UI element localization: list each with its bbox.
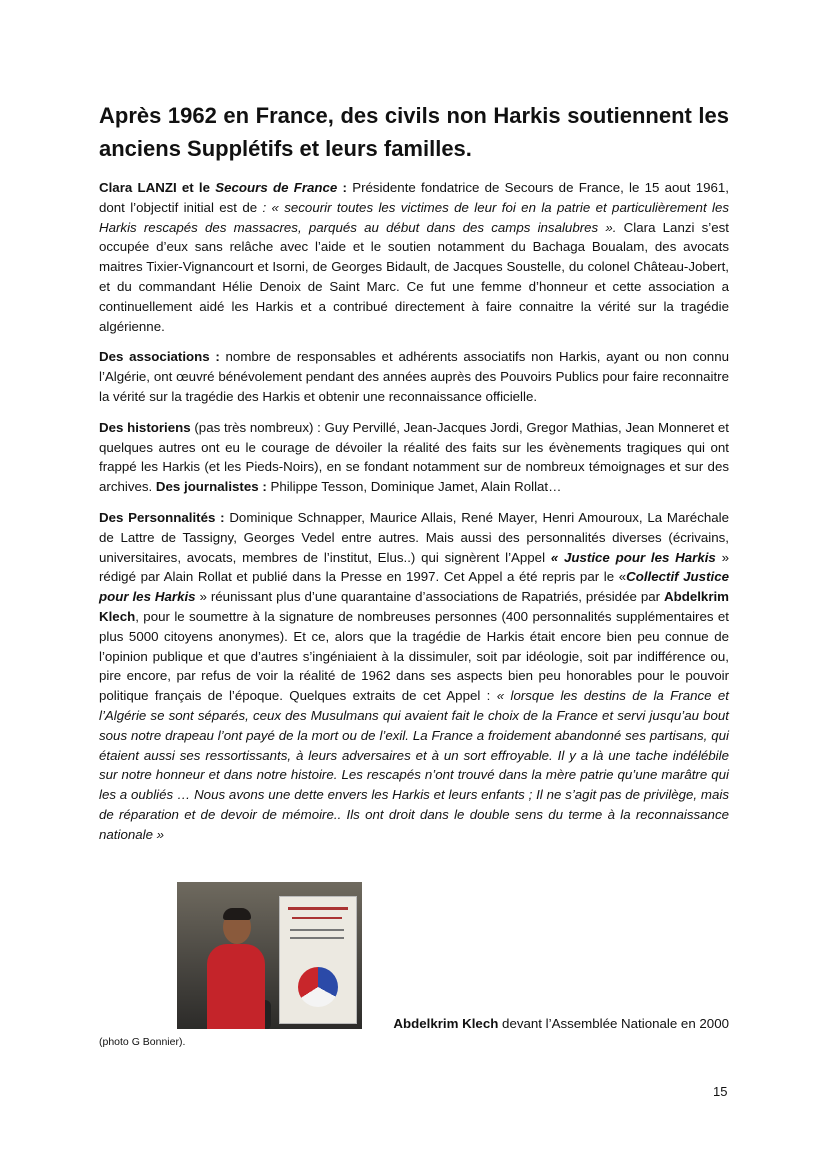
paragraph-text: Dominique Schnapper, Maurice Allais, René Mayer, Henri Amouroux, La Maréchale de Lattre de Tassigny, Georges Vedel entre autres. Mais aussi des personnalités diverses (écrivains, universitaires, avocats, membres de l’institut, Elus..) qui signèrent l’Appel bbox=[99, 509, 729, 565]
sign-emblem bbox=[298, 967, 338, 1007]
photo-credit: (photo G Bonnier). bbox=[99, 1036, 186, 1048]
paragraph-text: » rédigé par Alain Rollat et publié dans la Presse en 1997. Cet Appel a été repris par le « bbox=[99, 549, 729, 585]
caption-text: devant l’Assemblée Nationale en 2000 bbox=[498, 1016, 729, 1031]
objective-quote: : « secourir toutes les victimes de leur foi en la patrie et particulièrement les Harkis rescapés des massacres, parqués au début dans des camps insalubres ». bbox=[99, 199, 729, 235]
lead-historiens: Des historiens bbox=[99, 419, 191, 435]
appel-quote: « lorsque les destins de la France et l’Algérie se sont séparés, ceux des Musulmans qui avaient fait le choix de la France et servi jusqu’au bout sous notre drapeau l’ont payé de la mort ou de l’exil. La France a froidement abandonné ses partisans, qui étaient aussi ses ressortissants, à leurs adversaires et à un sort effroyable. Il y a là une tache indélébile sur notre honneur et dans notre histoire. Les rescapés n’ont trouvé dans la mère patrie qu’une marâtre qui les a oubliés … Nous avons une dette envers les Harkis et leurs enfants ; Il ne s’agit pas de privilège, mais de réparation et de devoir de mémoire.. Ils ont droit dans le double sens du terme à la reconnaissance nationale » bbox=[99, 688, 729, 842]
page-title: Après 1962 en France, des civils non Harkis soutiennent les anciens Supplétifs et leurs familles. bbox=[99, 103, 729, 161]
photo-abdelkrim-klech bbox=[177, 882, 362, 1029]
lead-associations: Des associations : bbox=[99, 349, 220, 365]
caption-name: Abdelkrim Klech bbox=[393, 1016, 499, 1031]
paragraph-associations bbox=[99, 347, 729, 406]
paragraph-text: , pour le soumettre à la signature de nombreuses personnes (400 personnalités supplémentaires et plus 5000 citoyens anonymes). Et ce, alors que la tragédie de Harkis était encore bien peu connue de l’opinion publique et que d’autres s’ingéniaient à la dissimuler, soit par idéologie, soit par indifférence ou, pire encore, par refus de voir la réalité de 1962 dans ses aspects bien peu honorables pour le pouvoir politique français de l’époque. Quelques extraits de cet Appel : bbox=[99, 608, 729, 704]
paragraph-historiens bbox=[99, 418, 729, 497]
paragraph-text: nombre de responsables et adhérents associatifs non Harkis, ayant ou non connu l’Algérie, ont œuvré bénévolement pendant des années auprès des Pouvoirs Publics pour faire reconnaitre la vérité sur la tragédie des Harkis et obtenir une reconnaissance officielle. bbox=[99, 349, 729, 404]
paragraph-text: Clara Lanzi s’est occupée d’eux sans relâche avec l’aide et le soutien notamment du Bachaga Boualam, des avocats maitres Tixier-Vignancourt et Isorni, de Georges Bidault, de Jacques Soustelle, du colonel Château-Jobert, et du commandant Hélie Denoix de Saint Marc. Ce fut une femme d’honneur et cette association a continuellement aidé les Harkis et a contribué directement à faire connaitre la vérité sur la tragédie algérienne. bbox=[99, 219, 729, 334]
appel-title: « Justice pour les Harkis bbox=[550, 549, 716, 565]
lead-journalistes: Des journalistes : bbox=[155, 479, 267, 495]
lead-colon: : bbox=[337, 180, 347, 195]
document-body bbox=[99, 178, 729, 856]
paragraph-clara-lanzi bbox=[99, 178, 729, 336]
klech-name: Abdelkrim Klech bbox=[99, 589, 730, 624]
collectif-name: Collectif Justice pour les Harkis bbox=[99, 569, 729, 605]
lead-secours-de-france: Secours de France bbox=[215, 180, 338, 195]
protest-sign bbox=[279, 896, 357, 1024]
lead-personnalites: Des Personnalités : bbox=[99, 509, 225, 525]
paragraph-text: Présidente fondatrice de Secours de France, le 15 aout 1961, dont l’objectif initial est de bbox=[99, 180, 729, 215]
person-figure bbox=[207, 944, 265, 1029]
paragraph-text: Philippe Tesson, Dominique Jamet, Alain Rollat… bbox=[266, 479, 562, 495]
paragraph-text: (pas très nombreux) : Guy Pervillé, Jean-Jacques Jordi, Gregor Mathias, Jean Monneret et quelques autres ont eu le courage de dévoiler la réalité des faits sur les évènements tragiques qui ont frappé les Harkis (et les Pieds-Noirs), en se fondant notamment sur de nombreux témoignages et sur des archives. bbox=[99, 419, 729, 495]
photo-caption bbox=[369, 1015, 729, 1033]
lead-clara-lanzi: Clara LANZI et le bbox=[99, 180, 216, 195]
photo-section bbox=[99, 882, 729, 1032]
page-number: 15 bbox=[713, 1084, 728, 1099]
paragraph-text: » réunissant plus d’une quarantaine d’associations de Rapatriés, présidée par bbox=[195, 589, 664, 605]
paragraph-personnalites bbox=[99, 508, 729, 845]
